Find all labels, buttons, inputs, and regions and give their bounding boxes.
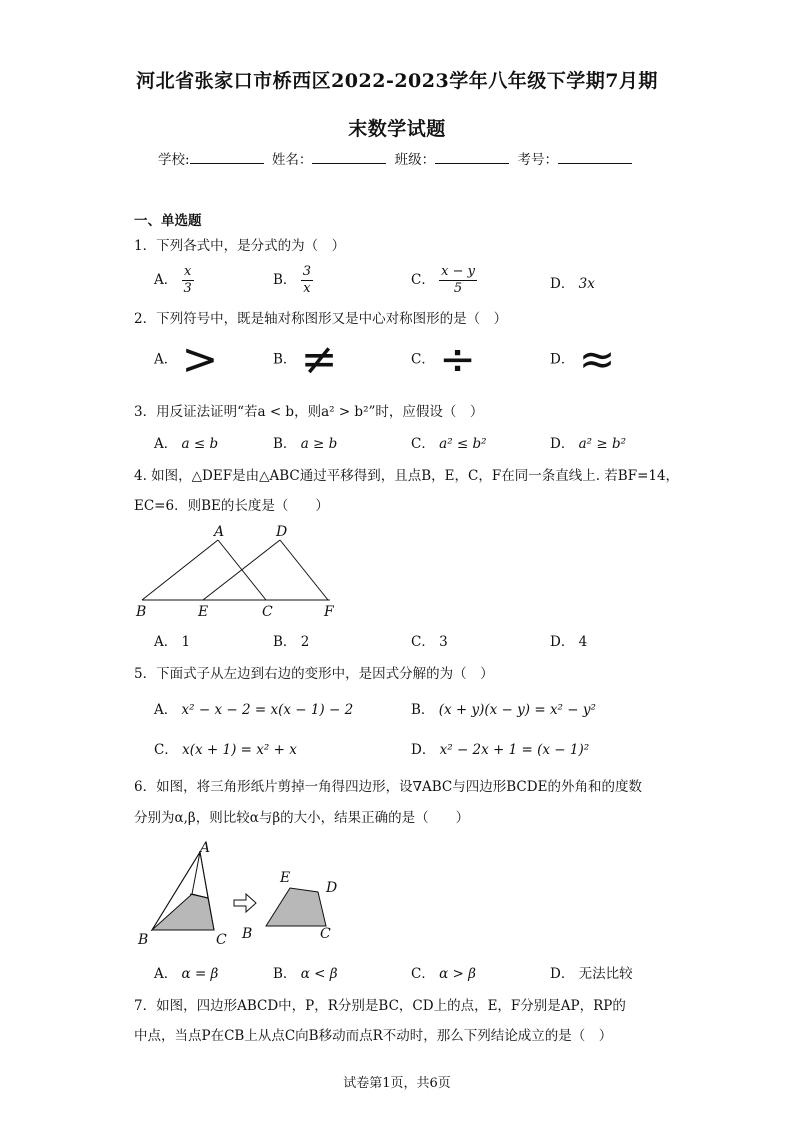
school-label: 学校: <box>158 152 190 168</box>
q2-option-c: C． ÷ <box>411 334 477 385</box>
label-C: C <box>262 604 273 620</box>
label-D: D <box>276 524 288 540</box>
q6-option-b: B． α < β <box>273 966 338 982</box>
label-E: E <box>198 604 209 620</box>
q5-option-a: A． x² − x − 2 = x(x − 1) − 2 <box>154 702 354 718</box>
cut-triangle-figure <box>130 834 360 950</box>
name-label: 姓名： <box>271 152 313 168</box>
question-6-stem-line2: 分别为α,β，则比较α与β的大小，结果正确的是（ ） <box>134 810 470 826</box>
q1-option-d: D． 3x <box>550 276 595 292</box>
q6-option-d: D． 无法比较 <box>550 966 633 982</box>
q6-option-c: C． α > β <box>411 966 476 982</box>
q4-option-b: B． 2 <box>273 634 310 650</box>
question-4-stem-line1: 4. 如图，△DEF是由△ABC通过平移得到，且点B，E，C，F在同一条直线上. 若BF=14， <box>134 468 680 484</box>
question-6-stem-line1: 6．如图，将三角形纸片剪掉一角得四边形，设∇ABC与四边形BCDE的外角和的度数 <box>134 779 642 795</box>
q5-option-b: B． (x + y)(x − y) = x² − y² <box>411 702 596 718</box>
question-2-stem: 2．下列符号中，既是轴对称图形又是中心对称图形的是（ ） <box>134 311 508 327</box>
q3-option-c: C． a² ≤ b² <box>411 436 487 452</box>
label-A: A <box>200 840 211 856</box>
q3-option-b: B． a ≥ b <box>273 436 338 452</box>
q6-option-a: A． α = β <box>154 966 219 982</box>
number-blank <box>558 151 632 164</box>
q1-option-c: C． $\frac{x - y}{5}$ <box>411 264 475 296</box>
q4-option-d: D． 4 <box>550 634 588 650</box>
q5-option-c: C． x(x + 1) = x² + x <box>154 742 297 758</box>
number-label: 考号： <box>517 152 558 168</box>
q2-option-b: B． ≠ <box>273 334 338 385</box>
q3-option-d: D． a² ≥ b² <box>550 436 627 452</box>
question-7-stem-line1: 7．如图，四边形ABCD中，P，R分别是BC，CD上的点，E，F分别是AP，RP的 <box>134 998 626 1014</box>
division-symbol: ÷ <box>439 334 477 385</box>
question-7-stem-line2: 中点，当点P在CB上从点C向B移动而点R不动时，那么下列结论成立的是（ ） <box>134 1028 613 1044</box>
page-title-line2: 末数学试题 <box>348 118 446 140</box>
q2-option-a: A． > <box>154 334 219 385</box>
label-A: A <box>214 524 225 540</box>
page-title-line1: 河北省张家口市桥西区2022-2023学年八年级下学期7月期 <box>136 70 658 92</box>
not-equal-symbol: ≠ <box>300 334 338 385</box>
class-blank <box>435 151 509 164</box>
q5-option-d: D． x² − 2x + 1 = (x − 1)² <box>411 742 590 758</box>
question-3-stem: 3．用反证法证明“若a < b，则a² > b²”时，应假设（ ） <box>134 404 484 420</box>
label-D: D <box>326 880 338 896</box>
label-B2: B <box>242 926 253 942</box>
label-C: C <box>216 932 227 948</box>
label-E: E <box>280 870 291 886</box>
school-blank <box>190 151 264 164</box>
class-label: 班级： <box>394 152 436 168</box>
question-5-stem: 5．下面式子从左边到右边的变形中，是因式分解的为（ ） <box>134 666 494 682</box>
translated-triangles-figure <box>130 522 350 620</box>
section-heading: 一、单选题 <box>134 213 202 229</box>
q4-option-c: C． 3 <box>411 634 448 650</box>
label-C2: C <box>320 926 331 942</box>
q1-option-a: A． $\frac{x}{3}$ <box>154 264 192 296</box>
q3-option-a: A． a ≤ b <box>154 436 219 452</box>
greater-than-symbol: > <box>181 334 219 385</box>
label-B: B <box>138 932 149 948</box>
student-info-fields <box>0 148 794 168</box>
question-1-stem: 1．下列各式中，是分式的为（ ） <box>134 238 346 254</box>
label-B: B <box>136 604 147 620</box>
approx-symbol: ≈ <box>578 334 616 385</box>
page-footer: 试卷第1页，共6页 <box>343 1076 451 1091</box>
name-blank <box>312 151 386 164</box>
label-F: F <box>324 604 334 620</box>
q4-option-a: A． 1 <box>154 634 191 650</box>
q1-option-b: B． $\frac{3}{x}$ <box>273 264 311 296</box>
q2-option-d: D． ≈ <box>550 334 616 385</box>
arrow-icon <box>234 894 256 912</box>
question-4-stem-line2: EC=6．则BE的长度是（ ） <box>134 498 329 514</box>
